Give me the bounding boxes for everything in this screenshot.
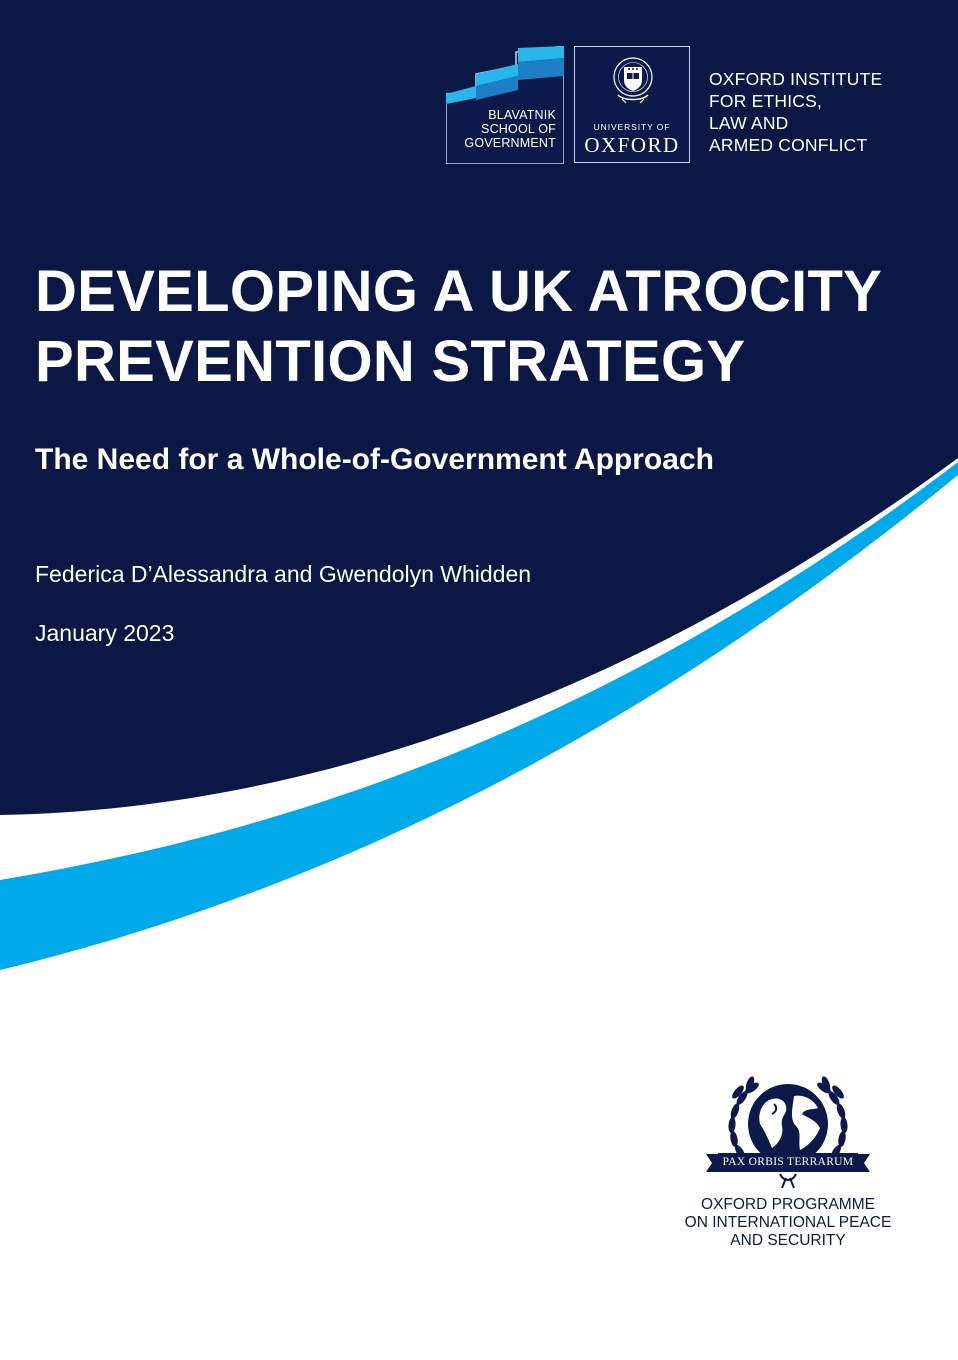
- blavatnik-logo: [446, 46, 564, 164]
- oxford-crest-icon: [612, 53, 654, 117]
- opips-logo: [676, 1072, 900, 1252]
- globe-laurel-icon: [688, 1072, 888, 1192]
- opips-motto: PAX ORBIS TERRARUM: [722, 1156, 854, 1168]
- oxford-wordmark: OXFORD: [584, 133, 680, 157]
- oxford-university-label: UNIVERSITY OF: [593, 122, 671, 132]
- elac-logo-text: OXFORD INSTITUTE FOR ETHICS, LAW AND ARMED CONFLICT: [709, 69, 883, 155]
- university-of-oxford-logo: [574, 46, 690, 163]
- report-authors: Federica D’Alessandra and Gwendolyn Whidden: [35, 561, 532, 587]
- report-date: January 2023: [35, 620, 175, 646]
- opips-wordmark: OXFORD PROGRAMME ON INTERNATIONAL PEACE AND SECURITY: [684, 1196, 892, 1249]
- report-title: DEVELOPING A UK ATROCITY PREVENTION STRATEGY: [35, 259, 883, 394]
- report-subtitle: The Need for a Whole-of-Government Approach: [35, 443, 714, 476]
- blavatnik-wordmark: BLAVATNIK SCHOOL OF GOVERNMENT: [464, 108, 556, 150]
